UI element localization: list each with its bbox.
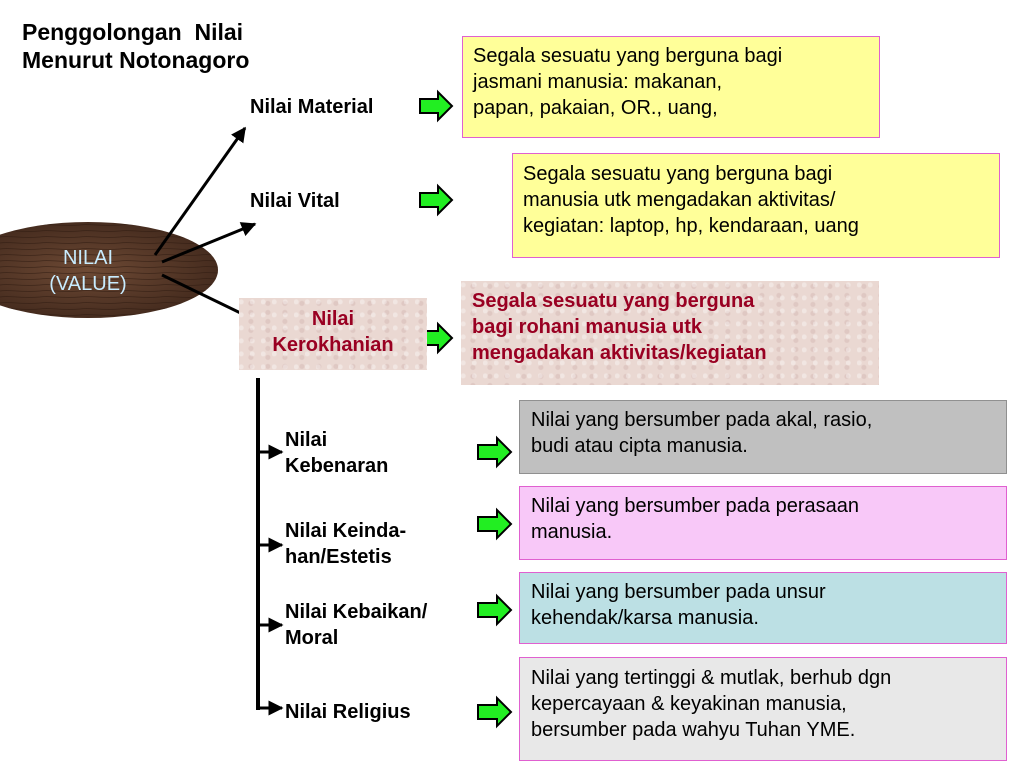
desc-kebenaran: Nilai yang bersumber pada akal, rasio, budi atau cipta manusia. (519, 400, 1007, 474)
green-arrow-religius-icon (478, 698, 511, 726)
label-kebaikan: Nilai Kebaikan/ Moral (285, 601, 428, 649)
green-arrow-kebenaran-icon (478, 438, 511, 466)
desc-material: Segala sesuatu yang berguna bagi jasmani manusia: makanan, papan, pakaian, OR., uang, (462, 36, 880, 138)
page-title: Penggolongan Nilai Menurut Notonagoro (22, 19, 250, 73)
desc-keindahan: Nilai yang bersumber pada perasaan manusia. (519, 486, 1007, 560)
root-label: NILAI (VALUE) (49, 247, 127, 295)
line-to-material (155, 128, 245, 255)
label-material: Nilai Material (250, 96, 374, 118)
desc-religius: Nilai yang tertinggi & mutlak, berhub dgn kepercayaan & keyakinan manusia, bersumber pada wahyu Tuhan YME. (519, 657, 1007, 761)
green-arrow-kebaikan-icon (478, 596, 511, 624)
green-arrow-vital-icon (420, 186, 452, 214)
label-vital: Nilai Vital (250, 190, 340, 212)
label-kerokhanian: Nilai Kerokhanian (239, 298, 427, 370)
label-religius: Nilai Religius (285, 701, 411, 723)
label-kebenaran: Nilai Kebenaran (285, 429, 389, 477)
green-arrow-material-icon (420, 92, 452, 120)
desc-kerokhanian: Segala sesuatu yang berguna bagi rohani manusia utk mengadakan aktivitas/kegiatan (461, 281, 879, 385)
green-arrow-keindahan-icon (478, 510, 511, 538)
desc-vital: Segala sesuatu yang berguna bagi manusia utk mengadakan aktivitas/ kegiatan: laptop, hp, kendaraan, uang (512, 153, 1000, 258)
desc-kebaikan: Nilai yang bersumber pada unsur kehendak/karsa manusia. (519, 572, 1007, 644)
label-keindahan: Nilai Keinda- han/Estetis (285, 520, 407, 568)
